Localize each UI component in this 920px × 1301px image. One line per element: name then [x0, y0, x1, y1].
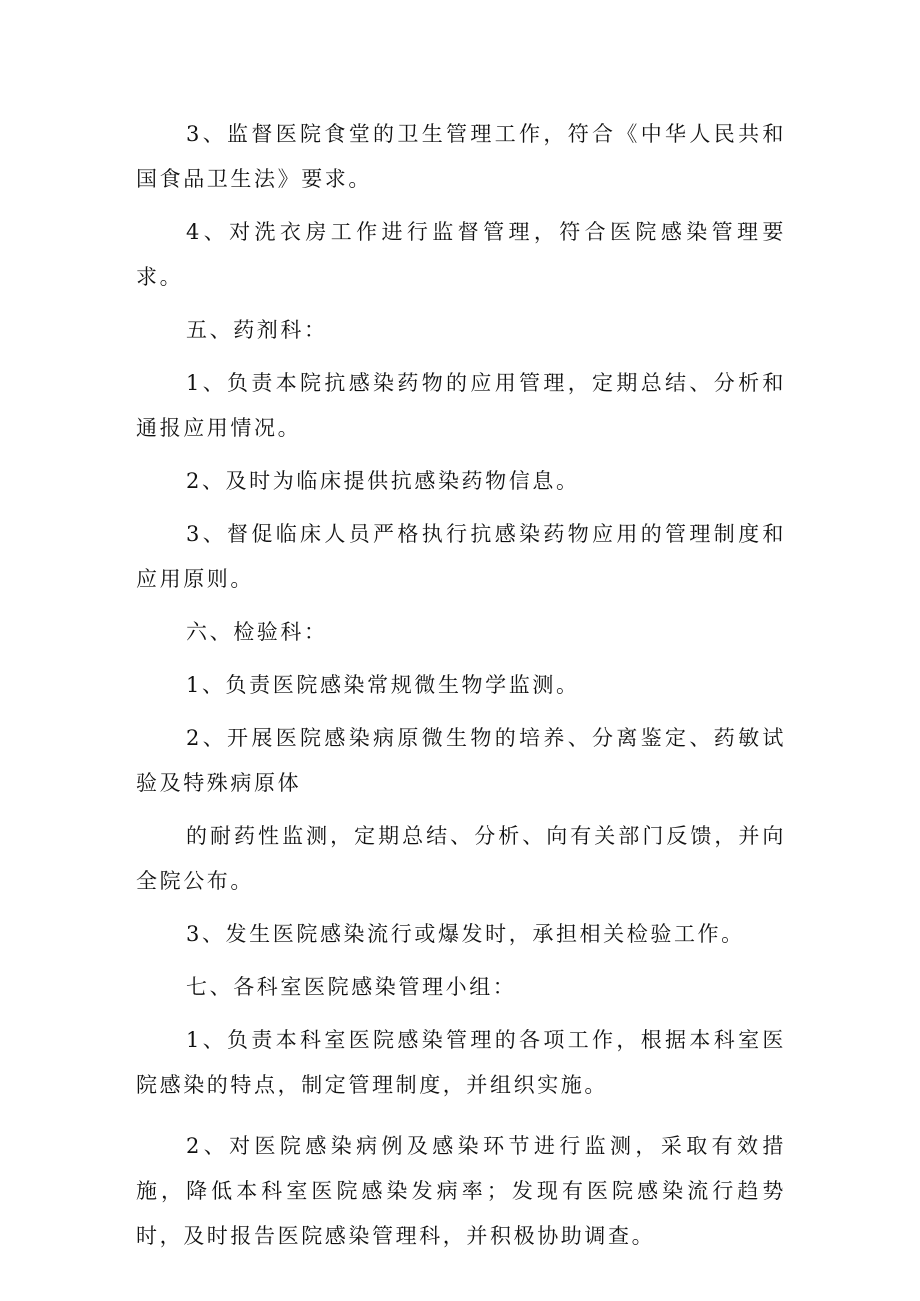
paragraph-drug-information: 2、及时为临床提供抗感染药物信息。 — [186, 469, 580, 493]
document-body — [136, 112, 786, 1259]
paragraph-laundry-supervision: 4、对洗衣房工作进行监督管理，符合医院感染管理要求。 — [136, 220, 786, 289]
heading-department-groups: 七、各科室医院感染管理小组： — [186, 975, 517, 999]
paragraph-department-responsibility: 1、负责本科室医院感染管理的各项工作，根据本科室医院感染的特点，制定管理制度，并组织实施。 — [136, 1028, 786, 1097]
heading-laboratory: 六、检验科： — [186, 620, 328, 644]
heading-pharmacy: 五、药剂科： — [186, 318, 328, 342]
paragraph-outbreak-testing: 3、发生医院感染流行或爆发时，承担相关检验工作。 — [186, 922, 745, 946]
paragraph-antimicrobial-management: 1、负责本院抗感染药物的应用管理，定期总结、分析和通报应用情况。 — [136, 371, 786, 440]
paragraph-microbiology-monitoring: 1、负责医院感染常规微生物学监测。 — [186, 673, 580, 697]
paragraph-case-monitoring: 2、对医院感染病例及感染环节进行监测，采取有效措施，降低本科室医院感染发病率；发现有医院感染流行趋势时，及时报告医院感染管理科，并积极协助调查。 — [136, 1134, 786, 1248]
paragraph-resistance-monitoring: 的耐药性监测，定期总结、分析、向有关部门反馈，并向全院公布。 — [136, 824, 786, 893]
paragraph-canteen-hygiene: 3、监督医院食堂的卫生管理工作，符合《中华人民共和国食品卫生法》要求。 — [136, 122, 786, 191]
paragraph-pathogen-culture: 2、开展医院感染病原微生物的培养、分离鉴定、药敏试验及特殊病原体 — [136, 726, 786, 795]
paragraph-supervise-clinicians: 3、督促临床人员严格执行抗感染药物应用的管理制度和应用原则。 — [136, 522, 786, 591]
